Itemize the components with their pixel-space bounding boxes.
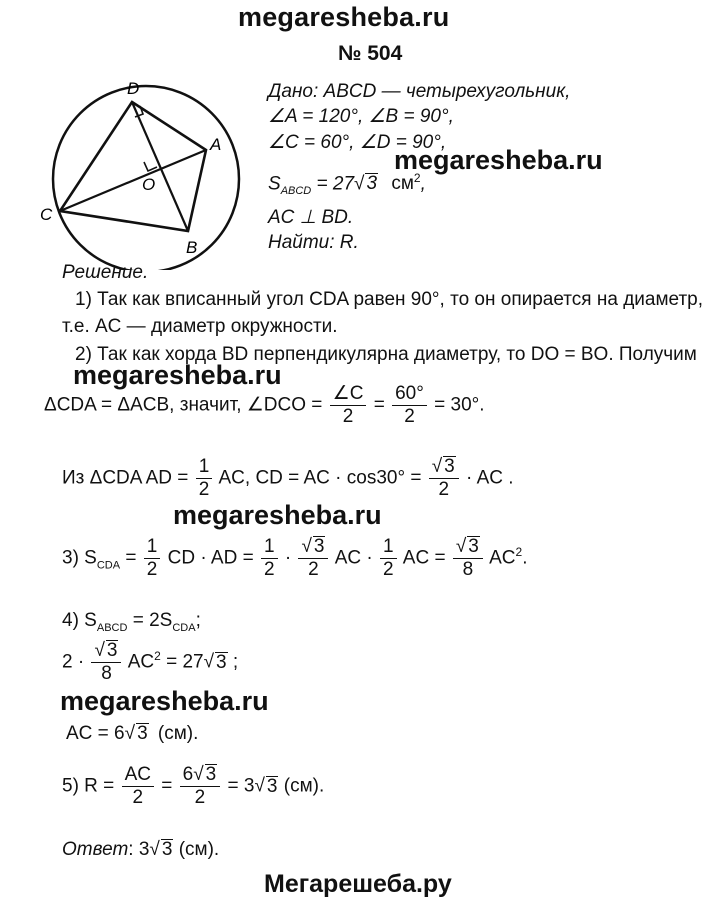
step-1-line-a: 1) Так как вписанный угол CDA равен 90°, то он опирается на диаметр, — [75, 289, 704, 310]
step-3-line — [62, 536, 527, 581]
ac-dot: AC · — [334, 547, 373, 569]
numerator: 1 — [144, 536, 161, 559]
subscript: CDA — [96, 559, 121, 572]
denominator: 8 — [101, 663, 112, 684]
denominator: 2 — [308, 559, 319, 580]
radicand: 3 — [468, 536, 479, 557]
denominator: 2 — [263, 559, 275, 580]
power: 2 — [515, 545, 523, 560]
unit: (см). — [157, 723, 199, 744]
step-ac-result — [66, 722, 198, 745]
given-line-5: AC ⊥ BD. — [268, 207, 354, 228]
fraction-ac-over-2 — [122, 764, 154, 809]
ac-equals: AC = — [402, 547, 446, 569]
answer-label: Ответ — [62, 839, 129, 860]
watermark-2: megaresheba.ru — [73, 360, 282, 390]
equals: = — [373, 394, 385, 416]
radicand: 3 — [137, 723, 148, 744]
fraction-sqrt3-over-8 — [453, 536, 483, 581]
dot: · — [284, 547, 292, 569]
denominator: 2 — [198, 479, 210, 500]
sqrt-icon: √ — [203, 651, 215, 673]
given-line-3: ∠C = 60°, ∠D = 90°, — [268, 132, 447, 153]
denominator: 2 — [382, 559, 394, 580]
area-unit-power: 2 — [413, 171, 421, 185]
diagonal-ac — [60, 150, 206, 211]
step-2-prefix: ΔCDA = ΔACB, значит, ∠DCO = — [44, 394, 323, 416]
step-1-line-b: т.е. AC — диаметр окружности. — [62, 316, 338, 337]
fraction-sqrt3-over-2 — [429, 456, 459, 501]
watermark-1: megaresheba.ru — [394, 145, 603, 175]
denominator: 2 — [438, 479, 450, 500]
subscript: ABCD — [96, 621, 128, 634]
radicand: 3 — [205, 764, 217, 785]
answer-line — [62, 838, 219, 861]
geometry-diagram — [30, 70, 260, 270]
given-line-1: Дано: ABCD — четырехугольник, — [268, 81, 571, 102]
end: ; — [232, 651, 239, 673]
step-4-line — [62, 609, 201, 640]
problem-number: № 504 — [338, 42, 403, 65]
watermark-4: megaresheba.ru — [60, 686, 269, 716]
fraction-one-half — [196, 456, 213, 501]
numerator: 1 — [261, 536, 278, 559]
footer-title: Мегарешеба.ру — [264, 870, 452, 898]
radicand: 3 — [444, 456, 455, 477]
fraction-60-over-2 — [392, 383, 427, 428]
line-middle: AC, CD = AC · cos30° = — [218, 467, 422, 489]
radicand: 3 — [106, 640, 118, 661]
sqrt-icon: √ — [254, 775, 265, 797]
fraction-one-half-3 — [380, 536, 397, 581]
sqrt-icon: √ — [94, 640, 105, 661]
prefix: 5) R = — [62, 775, 115, 797]
numerator: AC — [122, 764, 154, 787]
subscript-2: CDA — [172, 621, 196, 634]
given-line-find: Найти: R. — [268, 232, 359, 253]
label-a: A — [210, 135, 222, 154]
equals: = — [125, 547, 137, 569]
sqrt-icon: √ — [124, 723, 136, 744]
given-line-2: ∠A = 120°, ∠B = 90°, — [268, 106, 454, 127]
ac: AC — [489, 547, 516, 569]
equals-2s: = 2S — [132, 610, 173, 631]
step-2-result: = 30°. — [434, 394, 485, 416]
area-subscript: ABCD — [280, 185, 312, 198]
fraction-6sqrt3-over-2 — [180, 764, 221, 809]
radicand: 3 — [266, 775, 278, 797]
fraction-one-half-2 — [261, 536, 278, 581]
end: . — [522, 547, 528, 569]
label-d: D — [127, 79, 140, 98]
fraction-one-half — [144, 536, 161, 581]
denominator: 2 — [132, 787, 144, 808]
denominator: 2 — [342, 406, 354, 427]
prefix: AC = 6 — [66, 723, 125, 744]
step-2-line-b — [44, 383, 485, 428]
label-c: C — [40, 205, 53, 224]
answer-prefix: : 3 — [128, 839, 150, 860]
sqrt-icon: √ — [301, 536, 312, 557]
numerator: 1 — [196, 456, 213, 479]
denominator: 8 — [462, 559, 474, 580]
area-unit: см — [391, 173, 414, 195]
step-2-line-a: 2) Так как хорда BD перпендикулярна диаметру, то DO = BO. Получим — [75, 344, 697, 365]
solution-title: Решение. — [62, 262, 149, 283]
radicand: 3 — [313, 536, 325, 557]
sqrt-icon: √ — [193, 764, 204, 785]
sqrt-icon: √ — [455, 536, 467, 557]
denominator: 2 — [194, 787, 206, 808]
step-5-line — [62, 764, 324, 809]
numerator: 1 — [380, 536, 397, 559]
watermark-3: megaresheba.ru — [173, 500, 382, 530]
sqrt-icon: √ — [431, 456, 443, 477]
step-equation-line — [62, 640, 238, 685]
label-b: B — [186, 238, 198, 257]
fraction-sqrt3-over-2 — [298, 536, 328, 581]
area-comma: , — [420, 173, 426, 195]
line-end: · AC . — [466, 467, 514, 489]
numerator: 60° — [392, 383, 427, 406]
step-4-prefix: 4) S — [62, 610, 97, 631]
label-o: O — [142, 175, 156, 194]
prefix: 2 · — [62, 651, 85, 673]
coefficient: 6 — [182, 764, 194, 785]
area-symbol: S — [268, 173, 281, 195]
line-prefix: Из ΔCDA AD = — [62, 467, 189, 489]
numerator: ∠C — [330, 383, 367, 406]
sqrt-icon: √ — [149, 839, 160, 860]
radicand: 3 — [161, 839, 173, 860]
ac: AC — [127, 651, 155, 673]
quadrilateral-abcd — [60, 102, 206, 231]
unit: (см). — [283, 775, 325, 797]
site-title: megaresheba.ru — [238, 2, 450, 32]
denominator: 2 — [146, 559, 158, 580]
power: 2 — [154, 649, 161, 664]
fraction-c-over-2 — [330, 383, 367, 428]
radicand: 3 — [216, 651, 227, 673]
step-cd-ad-line — [62, 456, 514, 501]
step-3-prefix: 3) S — [62, 547, 97, 569]
equals: = — [161, 775, 173, 797]
equals: = 27 — [166, 651, 204, 673]
area-equals: = 27 — [316, 173, 355, 195]
answer-unit: (см). — [178, 839, 220, 860]
end: ; — [195, 610, 201, 631]
cd-ad: CD · AD = — [167, 547, 254, 569]
sqrt-icon: √ — [354, 173, 365, 195]
right-angle-o — [144, 162, 157, 171]
equals-3: = 3 — [227, 775, 255, 797]
denominator: 2 — [404, 406, 415, 427]
fraction-sqrt3-over-8 — [91, 640, 121, 685]
area-radicand: 3 — [366, 173, 378, 195]
